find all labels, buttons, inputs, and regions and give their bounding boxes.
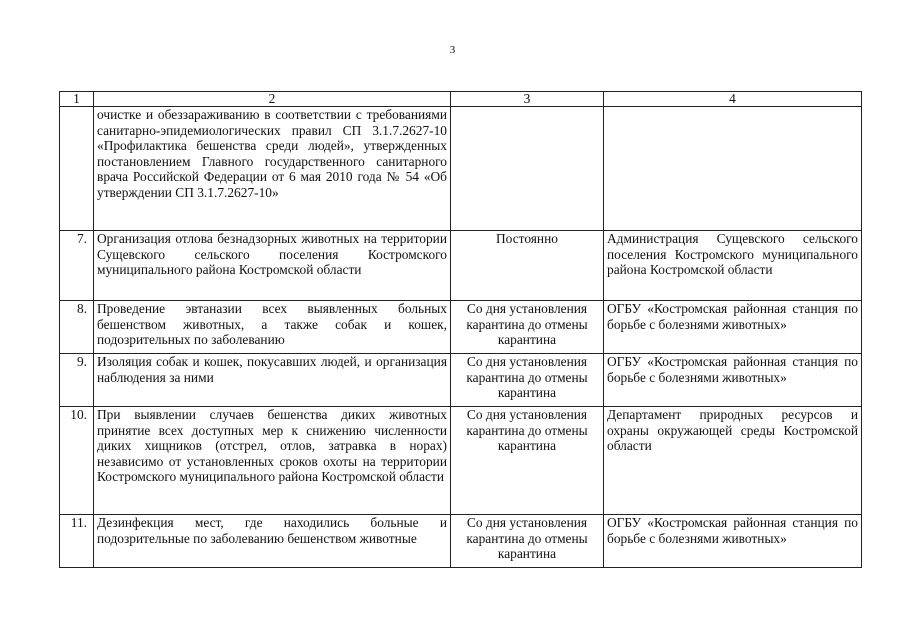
row-term: Со дня установления карантина до отмены карантина: [451, 354, 604, 407]
row-term: Постоянно: [451, 231, 604, 301]
row-responsible: Департамент природных ресурсов и охраны окружающей среды Костромской области: [604, 407, 862, 515]
measures-table: [59, 91, 862, 568]
row-action: Дезинфекция мест, где находились больные и подозрительные по заболеванию бешенством животные: [94, 515, 451, 568]
row-number: 11.: [60, 515, 94, 568]
row-number: 10.: [60, 407, 94, 515]
row-number: [60, 107, 94, 231]
row-term: Со дня установления карантина до отмены карантина: [451, 515, 604, 568]
row-term: Со дня установления карантина до отмены карантина: [451, 301, 604, 354]
row-responsible: [604, 107, 862, 231]
row-action: Организация отлова безнадзорных животных на территории Сущевского сельского поселения Костромского муниципального района Костромской области: [94, 231, 451, 301]
row-responsible: Администрация Сущевского сельского поселения Костромского муниципального района Костромской области: [604, 231, 862, 301]
header-col-4: 4: [604, 92, 862, 107]
row-responsible: ОГБУ «Костромская районная станция по борьбе с болезнями животных»: [604, 301, 862, 354]
table-row: [60, 107, 862, 231]
row-responsible: ОГБУ «Костромская районная станция по борьбе с болезнями животных»: [604, 354, 862, 407]
row-number: 8.: [60, 301, 94, 354]
row-number: 7.: [60, 231, 94, 301]
row-action: При выявлении случаев бешенства диких животных принятие всех доступных мер к снижению численности диких хищников (отстрел, отлов, затравка в норах) независимо от установленных сроков охоты на территории Костромского муниципального района Костромской области: [94, 407, 451, 515]
row-action: Изоляция собак и кошек, покусавших людей, и организация наблюдения за ними: [94, 354, 451, 407]
row-number: 9.: [60, 354, 94, 407]
table-header-row: [60, 92, 862, 107]
table-row: [60, 354, 862, 407]
header-col-1: 1: [60, 92, 94, 107]
page-number: 3: [449, 44, 456, 56]
header-col-3: 3: [451, 92, 604, 107]
row-responsible: ОГБУ «Костромская районная станция по борьбе с болезнями животных»: [604, 515, 862, 568]
table-row: [60, 301, 862, 354]
row-action: очистке и обеззараживанию в соответствии с требованиями санитарно-эпидемиологических правил СП 3.1.7.2627-10 «Профилактика бешенства среди людей», утвержденных постановлением Главного государственного санитарного врача Российской Федерации от 6 мая 2010 года № 54 «Об утверждении СП 3.1.7.2627-10»: [94, 107, 451, 231]
header-col-2: 2: [94, 92, 451, 107]
table-row: [60, 515, 862, 568]
row-action: Проведение эвтаназии всех выявленных больных бешенством животных, а также собак и кошек, подозрительных по заболеванию: [94, 301, 451, 354]
row-term: Со дня установления карантина до отмены карантина: [451, 407, 604, 515]
table-row: [60, 231, 862, 301]
row-term: [451, 107, 604, 231]
table-row: [60, 407, 862, 515]
